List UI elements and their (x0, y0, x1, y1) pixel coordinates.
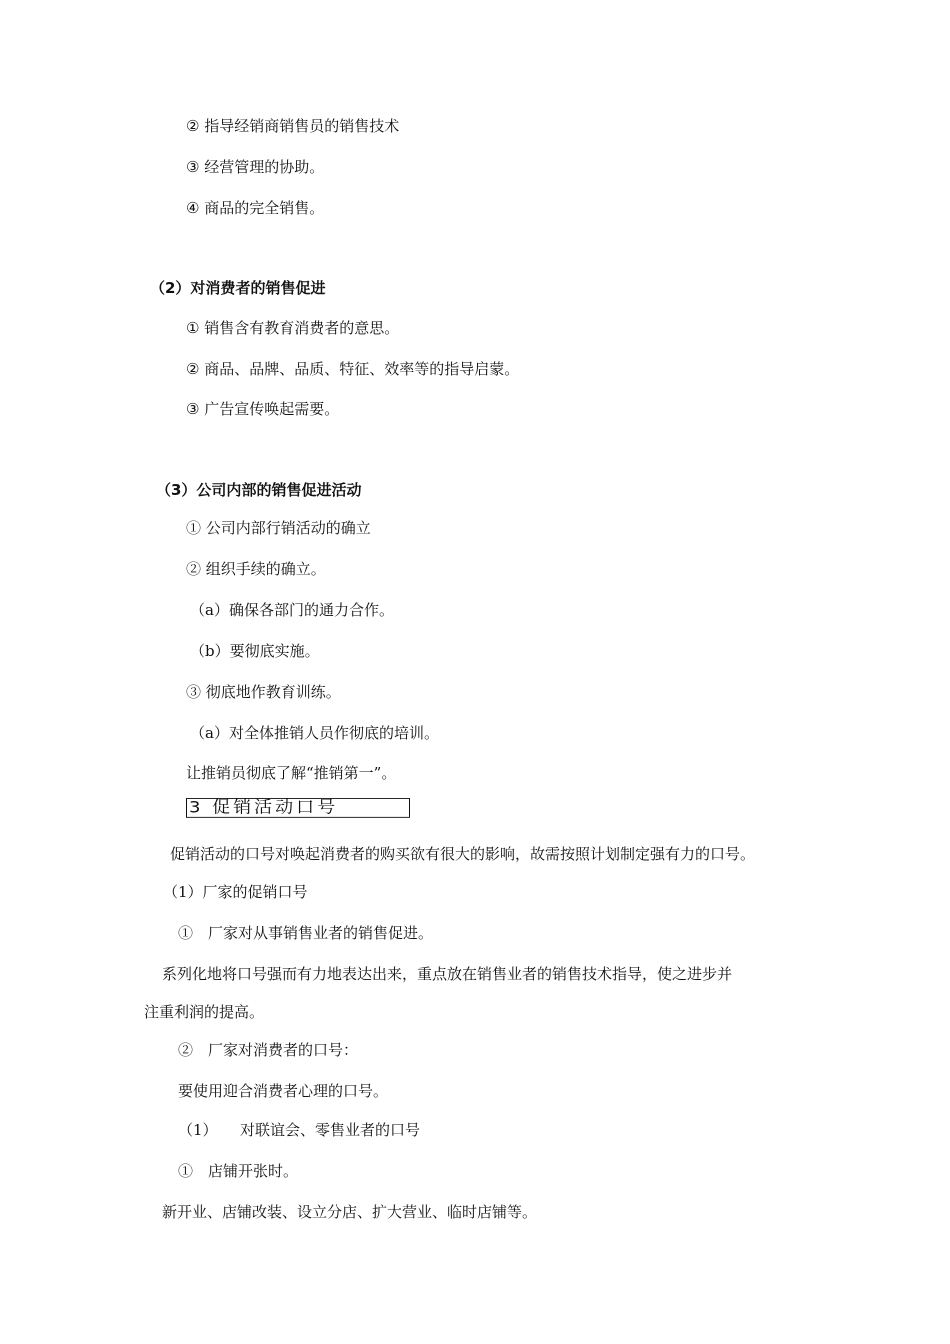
list-item: （a）确保各部门的通力合作。 (190, 601, 394, 619)
list-item: ① 厂家对从事销售业者的销售促进。 (178, 924, 434, 942)
list-item: ④ 商品的完全销售。 (186, 199, 325, 217)
paragraph: 要使用迎合消费者心理的口号。 (178, 1082, 389, 1100)
paragraph: 新开业、店铺改装、设立分店、扩大营业、临时店铺等。 (162, 1203, 538, 1221)
list-item: ③ 经营管理的协助。 (186, 158, 325, 176)
section-heading: （3）公司内部的销售促进活动 (156, 481, 362, 499)
list-item: ② 指导经销商销售员的销售技术 (186, 117, 400, 135)
list-item: ② 组织手续的确立。 (186, 560, 326, 578)
paragraph: 让推销员彻底了解“推销第一”。 (186, 764, 397, 782)
list-item: （b）要彻底实施。 (190, 642, 320, 660)
list-item: ③ 广告宣传唤起需要。 (186, 400, 340, 418)
list-item: ① 公司内部行销活动的确立 (186, 519, 371, 537)
paragraph: 注重利润的提高。 (144, 1003, 265, 1021)
list-item: ② 厂家对消费者的口号： (178, 1041, 359, 1059)
paragraph: 促销活动的口号对唤起消费者的购买欲有很大的影响，故需按照计划制定强有力的口号。 (170, 845, 756, 863)
section-heading: （2）对消费者的销售促进 (150, 279, 326, 297)
list-item: ① 销售含有教育消费者的意思。 (186, 319, 400, 337)
paragraph: 系列化地将口号强而有力地表达出来，重点放在销售业者的销售技术指导，使之进步并 (162, 965, 733, 983)
section-heading: （1） 对联谊会、零售业者的口号 (178, 1121, 421, 1139)
list-item: ① 店铺开张时。 (178, 1162, 299, 1180)
list-item: （a）对全体推销人员作彻底的培训。 (190, 724, 439, 742)
list-item: ② 商品、品牌、品质、特征、效率等的指导启蒙。 (186, 360, 520, 378)
section-heading: （1）厂家的促销口号 (163, 883, 308, 901)
section-title-boxed: 3 促销活动口号 (186, 798, 410, 818)
list-item: ③ 彻底地作教育训练。 (186, 683, 341, 701)
